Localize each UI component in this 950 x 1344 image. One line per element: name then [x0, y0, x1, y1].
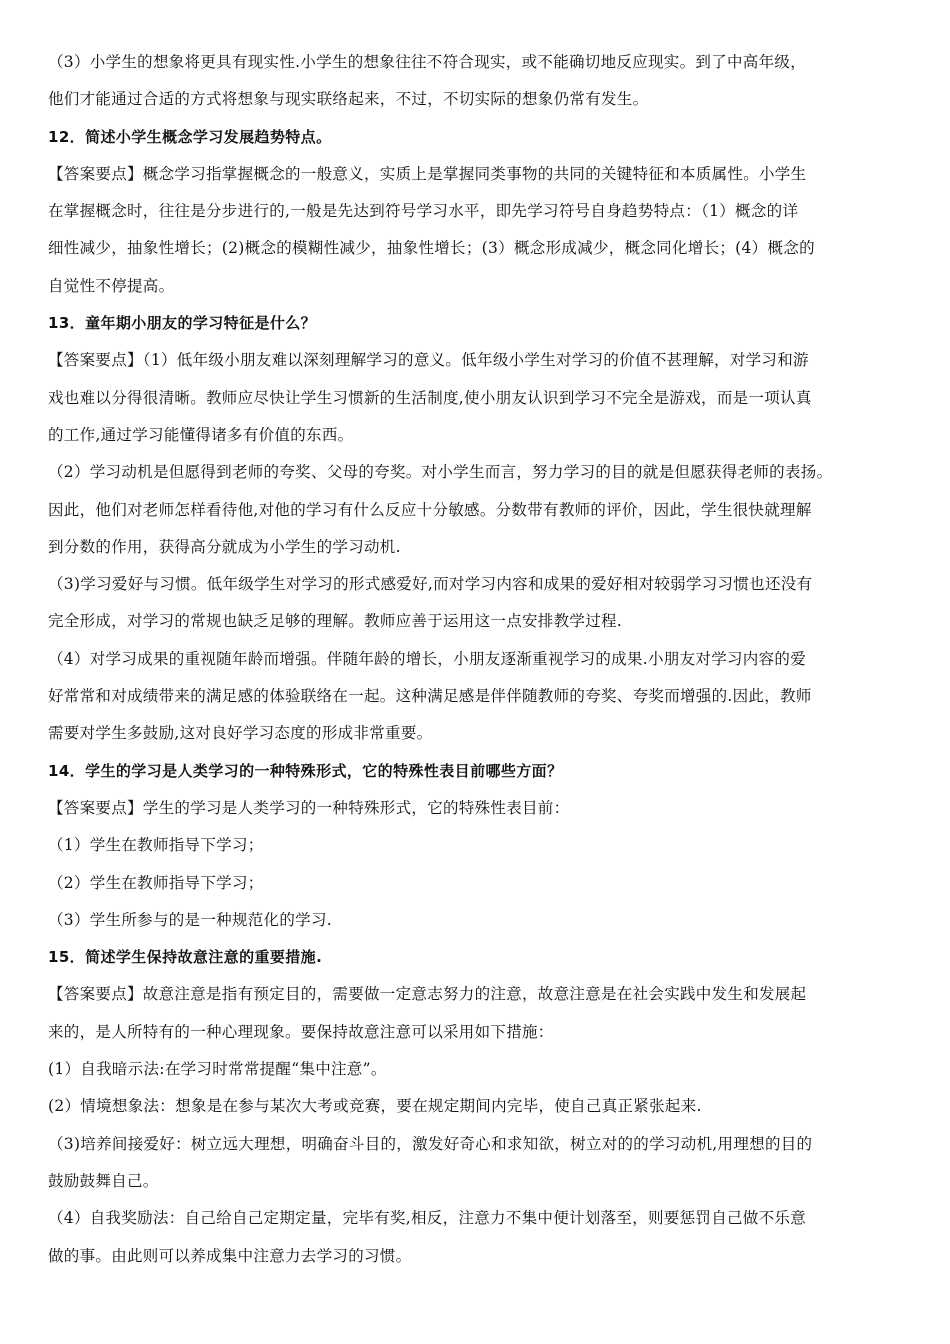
text-line: 需要对学生多鼓励,这对良好学习态度的形成非常重要。: [48, 724, 433, 743]
text-line: 自觉性不停提高。: [48, 276, 175, 295]
text-line: 完全形成，对学习的常规也缺乏足够的理解。教师应善于运用这一点安排教学过程.: [48, 612, 623, 631]
question-heading: 13．童年期小朋友的学习特征是什么？: [48, 314, 317, 333]
question-heading: 15．简述学生保持故意注意的重要措施.: [48, 948, 323, 967]
text-line: 到分数的作用，获得高分就成为小学生的学习动机.: [48, 537, 401, 556]
text-line: 【答案要点】（1）低年级小朋友难以深刻理解学习的意义。低年级小学生对学习的价值不甚理解，对学习和游: [48, 351, 809, 370]
text-line: 鼓励鼓舞自己。: [48, 1171, 159, 1190]
text-line: （3)学习爱好与习惯。低年级学生对学习的形式感爱好,而对学习内容和成果的爱好相对较弱学习习惯也还没有: [48, 575, 813, 594]
text-line: (1）自我暗示法:在学习时常常提醒“集中注意”。: [48, 1060, 387, 1079]
text-line: （2）学习动机是但愿得到老师的夸奖、父母的夸奖。对小学生而言，努力学习的目的就是但愿获得老师的表扬。: [48, 463, 833, 482]
text-line: 【答案要点】故意注意是指有预定目的，需要做一定意志努力的注意，故意注意是在社会实践中发生和发展起: [48, 985, 807, 1004]
question-heading: 14．学生的学习是人类学习的一种特殊形式，它的特殊性表目前哪些方面？: [48, 761, 563, 780]
text-line: 在掌握概念时，往往是分步进行的,一般是先达到符号学习水平，即先学习符号自身趋势特点：（1）概念的详: [48, 202, 799, 221]
text-line: （3）学生所参与的是一种规范化的学习.: [48, 910, 332, 929]
text-line: 做的事。由此则可以养成集中注意力去学习的习惯。: [48, 1246, 412, 1265]
text-line: 【答案要点】学生的学习是人类学习的一种特殊形式，它的特殊性表目前：: [48, 798, 570, 817]
text-line: （3）小学生的想象将更具有现实性.小学生的想象往往不符合现实，或不能确切地反应现实。到了中高年级，: [48, 53, 806, 71]
text-line: 戏也难以分得很清晰。教师应尽快让学生习惯新的生活制度,使小朋友认识到学习不完全是游戏，而是一项认真: [48, 388, 812, 407]
text-line: （4）对学习成果的重视随年龄而增强。伴随年龄的增长，小朋友逐渐重视学习的成果.小朋友对学习内容的爱: [48, 649, 806, 668]
text-line: （4）自我奖励法：自己给自己定期定量，完毕有奖,相反，注意力不集中便计划落至，则要惩罚自己做不乐意: [48, 1209, 806, 1228]
text-line: 细性减少，抽象性增长；(2)概念的模糊性减少，抽象性增长；(3）概念形成减少，概念同化增长；(4）概念的: [48, 239, 815, 258]
text-line: 的工作,通过学习能懂得诸多有价值的东西。: [48, 425, 354, 444]
text-line: (2）情境想象法：想象是在参与某次大考或竞赛，要在规定期间内完毕，使自己真正紧张起来.: [48, 1097, 702, 1116]
text-line: （3)培养间接爱好：树立远大理想，明确奋斗目的，激发好奇心和求知欲，树立对的的学习动机,用理想的目的: [48, 1134, 813, 1153]
text-line: 来的，是人所特有的一种心理现象。要保持故意注意可以采用如下措施：: [48, 1022, 554, 1041]
text-line: 他们才能通过合适的方式将想象与现实联络起来，不过，不切实际的想象仍常有发生。: [48, 90, 649, 109]
text-line: 因此，他们对老师怎样看待他,对他的学习有什么反应十分敏感。分数带有教师的评价，因此，学生很快就理解: [48, 500, 812, 519]
text-line: 好常常和对成绩带来的满足感的体验联络在一起。这种满足感是伴伴随教师的夸奖、夸奖而增强的.因此，教师: [48, 687, 812, 706]
text-line: （1）学生在教师指导下学习；: [48, 836, 264, 855]
question-heading: 12．简述小学生概念学习发展趋势特点。: [48, 127, 332, 146]
text-line: （2）学生在教师指导下学习；: [48, 873, 264, 892]
text-line: 【答案要点】概念学习指掌握概念的一般意义，实质上是掌握同类事物的共同的关键特征和本质属性。小学生: [48, 164, 807, 183]
document-body: [48, 44, 906, 1275]
